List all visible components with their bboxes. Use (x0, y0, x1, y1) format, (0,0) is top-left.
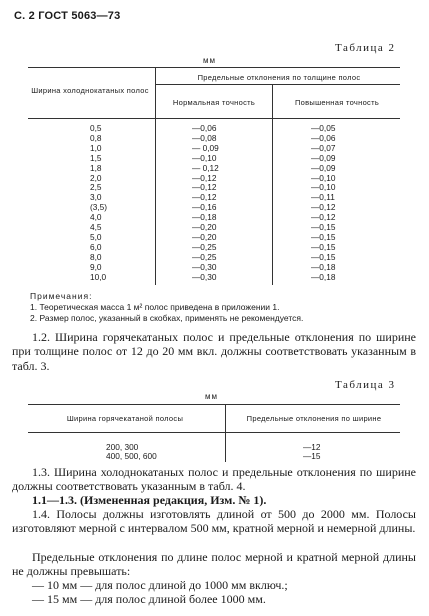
table2-normal-cell: —0,12 (192, 182, 217, 193)
table2-high-cell: —0,07 (311, 142, 336, 153)
table2-width-cell: 2,5 (90, 182, 102, 193)
paragraph-1-4: 1.4. Полосы должны изготовлять длиной от 500 до 2000 мм. Полосы изготовляют мерной с интервалом 500 мм, кратной мерной и немерной длины. (12, 507, 416, 536)
bullet-2: — 15 мм — для полос длиной более 1000 мм. (32, 592, 266, 606)
table2-high-cell: —0,15 (311, 241, 336, 252)
table3-width-header: Ширина горячекатаной полосы (66, 414, 184, 423)
amendment-note (32, 493, 266, 507)
table3-top-rule (28, 404, 400, 405)
table2-width-cell: 3,0 (90, 192, 102, 203)
table2-normal-cell: —0,10 (192, 152, 217, 163)
table3-row-2-dev: —15 (303, 451, 321, 461)
table2-width-cell: 0,5 (90, 123, 102, 133)
table2-normal-cell: —0,20 (192, 231, 217, 242)
table2-high-cell: —0,12 (311, 202, 336, 213)
table2-normal-cell: —0,12 (192, 172, 217, 183)
table2-width-cell: 9,0 (90, 261, 102, 272)
table2-high-cell: —0,15 (311, 251, 336, 262)
table2-width-cell: 10,0 (90, 271, 107, 282)
amendment-text: 1.1—1.3. (Измененная редакция, Изм. № 1). (32, 493, 267, 507)
table2-normal-cell: — 0,09 (192, 142, 219, 153)
table2-width-cell: (3,5) (90, 202, 108, 213)
table2-normal-cell: —0,30 (192, 271, 217, 282)
table2-width-cell: 0,8 (90, 132, 102, 143)
table3-row-1-dev: —12 (303, 442, 321, 452)
table2-group-rule (155, 84, 400, 85)
table3-row-1-width: 200, 300 (106, 442, 139, 452)
table2-normal-cell: —0,16 (192, 202, 217, 213)
bullet-1: — 10 мм — для полос длиной до 1000 мм включ.; (32, 578, 288, 592)
table2-high-cell: —0,09 (311, 152, 336, 163)
table2-normal-cell: —0,30 (192, 261, 217, 272)
table2-high-cell: —0,18 (311, 271, 336, 282)
table2-high-cell: —0,10 (311, 172, 336, 183)
notes-title: Примечания: (30, 291, 93, 301)
table2-high-cell: —0,12 (311, 212, 336, 223)
table2-high-cell: —0,05 (311, 123, 336, 133)
table2-width-cell: 5,0 (90, 231, 102, 242)
table2-high-cell: —0,15 (311, 222, 336, 232)
table2-header-rule (28, 118, 400, 119)
table2-normal-cell: —0,25 (192, 251, 217, 262)
table3-dev-header: Предельные отклонения по ширине (246, 414, 382, 423)
table2-high-cell: —0,11 (311, 192, 335, 203)
table2-high-cell: —0,09 (311, 162, 336, 173)
table2-width-cell: 2,0 (90, 172, 102, 183)
table2-top-rule (28, 67, 400, 68)
table3-header-rule (28, 432, 400, 433)
table2-high-cell: —0,18 (311, 261, 336, 272)
table2-caption: Таблица 2 (335, 42, 396, 54)
table2-col-divider-2 (272, 84, 273, 285)
table2-normal-cell: —0,25 (192, 241, 217, 252)
table2-width-cell: 8,0 (90, 251, 102, 262)
table2-high-cell: —0,06 (311, 132, 336, 143)
table2-width-header: Ширина холоднокатаных полос (31, 86, 149, 95)
table2-width-cell: 1,8 (90, 162, 102, 173)
paragraph-1-3: 1.3. Ширина холоднокатаных полос и предельные отклонения по ширине должны соответствовать указанным в табл. 4. (12, 465, 416, 494)
table2-normal-header: Нормальная точность (172, 98, 256, 107)
table2-normal-cell: —0,12 (192, 192, 217, 203)
table3-unit: мм (205, 392, 218, 401)
table2-width-cell: 1,0 (90, 142, 102, 153)
paragraph-1-2: 1.2. Ширина горячекатаных полос и предельные отклонения по ширине при толщине полос от 12 до 20 мм вкл. должны соответствовать указанным в табл. 3. (12, 330, 416, 373)
table2-normal-cell: —0,06 (192, 123, 217, 133)
table2-normal-cell: —0,20 (192, 222, 217, 232)
table2-width-cell: 1,5 (90, 152, 102, 163)
table2-width-cell: 4,5 (90, 222, 102, 232)
table3-row-2-width: 400, 500, 600 (106, 451, 157, 461)
table2-width-cell: 6,0 (90, 241, 102, 252)
table2-normal-cell: —0,18 (192, 212, 217, 223)
table2-normal-cell: — 0,12 (192, 162, 219, 173)
table2-normal-cell: —0,08 (192, 132, 217, 143)
table2-high-cell: —0,10 (311, 182, 336, 193)
table2-col-divider-1 (155, 67, 156, 285)
table3-caption: Таблица 3 (335, 379, 396, 391)
note-2: 2. Размер полос, указанный в скобках, применять не рекомендуется. (30, 313, 304, 323)
table3-col-divider (225, 404, 226, 462)
table2-high-cell: —0,15 (311, 231, 336, 242)
page-header: С. 2 ГОСТ 5063—73 (14, 10, 121, 22)
note-1: 1. Теоретическая масса 1 м² полос приведена в приложении 1. (30, 302, 280, 312)
table2-group-header: Предельные отклонения по толщине полос (197, 73, 361, 82)
table2-width-cell: 4,0 (90, 212, 102, 223)
table2-high-header: Повышенная точность (294, 98, 380, 107)
table2-unit: мм (203, 56, 216, 65)
paragraph-1-5: Предельные отклонения по длине полос мерной и кратной мерной длины не должны превышать: (12, 550, 416, 579)
